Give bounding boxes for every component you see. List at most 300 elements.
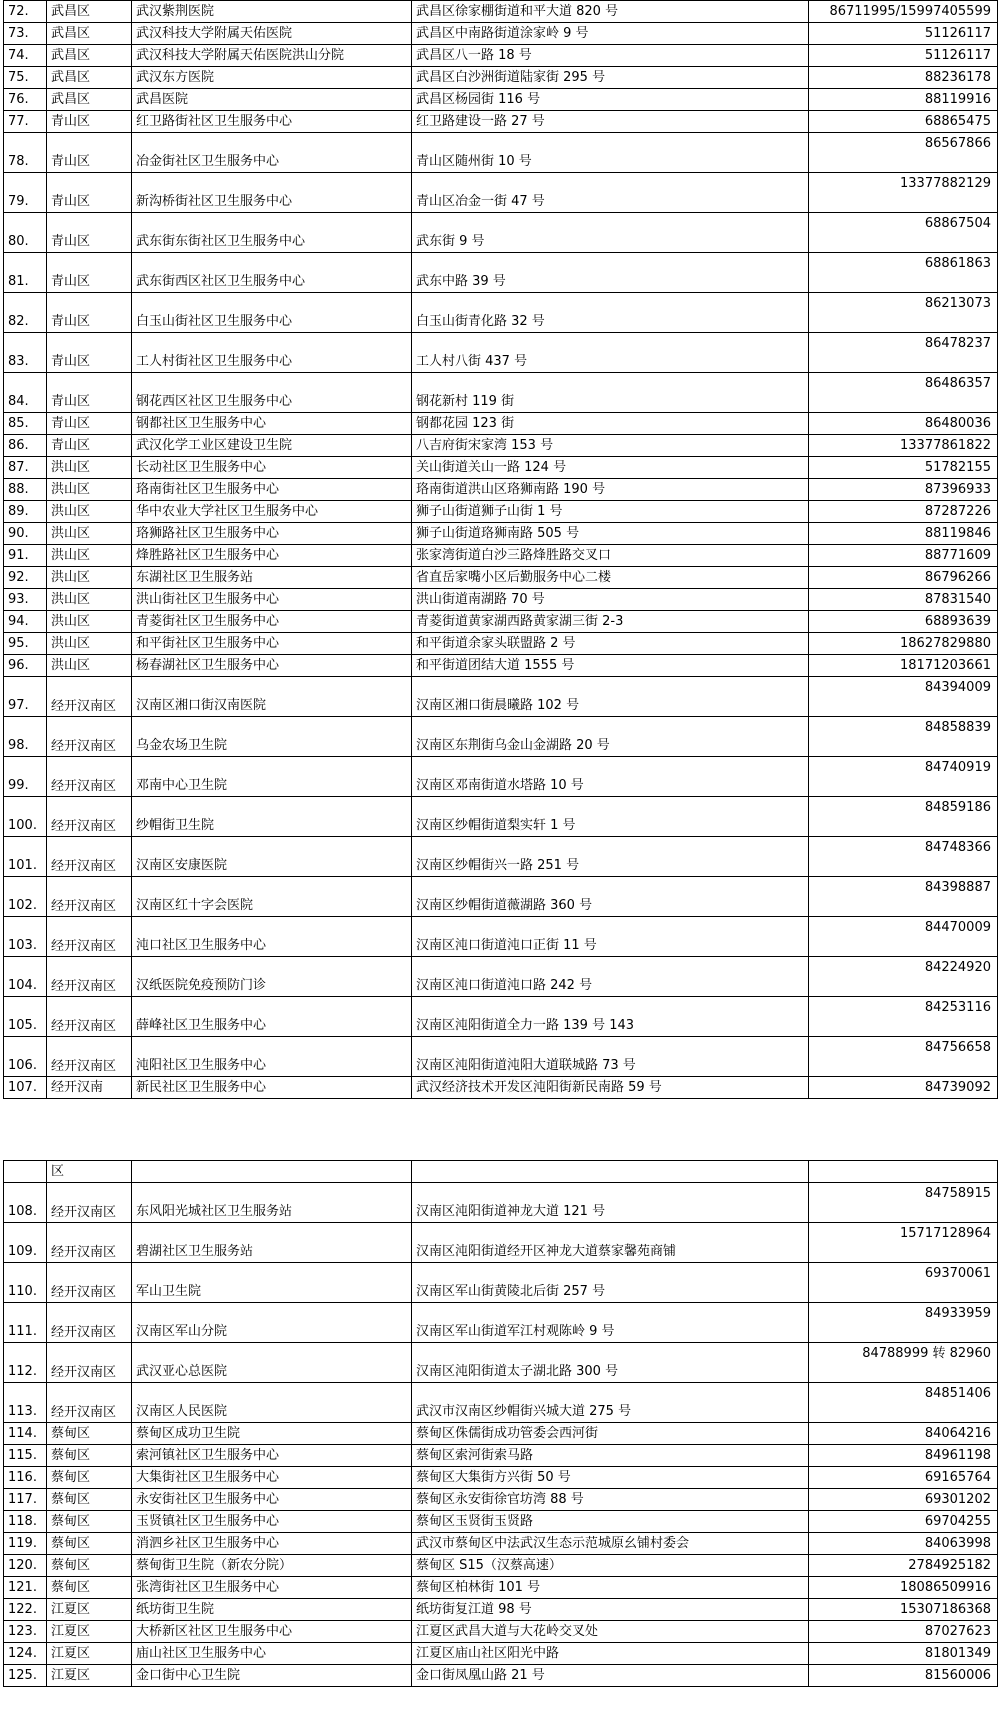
- district-cell: 区: [47, 1161, 132, 1183]
- address-cell: 汉南区军山街道军江村观陈岭 9 号: [412, 1303, 809, 1343]
- row-number: 81.: [4, 253, 47, 293]
- district-cell: [47, 757, 132, 797]
- row-number: 73.: [4, 23, 47, 45]
- row-number: 123.: [4, 1621, 47, 1643]
- phone-cell: 84748366: [809, 837, 998, 877]
- district-cell: 青山区: [47, 333, 132, 373]
- hospital-name-cell: 青菱街社区卫生服务中心: [132, 611, 412, 633]
- district-cell: 青山区: [47, 213, 132, 253]
- hospital-name-cell: 薛峰社区卫生服务中心: [132, 997, 412, 1037]
- address-cell: 武东中路 39 号: [412, 253, 809, 293]
- table-row: [4, 333, 998, 373]
- phone-cell: 68865475: [809, 111, 998, 133]
- address-cell: 狮子山街道珞狮南路 505 号: [412, 523, 809, 545]
- district-cell: 蔡甸区: [47, 1423, 132, 1445]
- row-number: 99.: [4, 757, 47, 797]
- row-number: 111.: [4, 1303, 47, 1343]
- row-number: 109.: [4, 1223, 47, 1263]
- address-cell: 武昌区徐家棚街道和平大道 820 号: [412, 1, 809, 23]
- row-number: 116.: [4, 1467, 47, 1489]
- district-cell: 青山区: [47, 413, 132, 435]
- table-row: [4, 501, 998, 523]
- district-cell: 江夏区: [47, 1643, 132, 1665]
- district-text: 经开汉南区: [51, 1405, 117, 1420]
- row-number: 124.: [4, 1643, 47, 1665]
- hospital-name-cell: 新沟桥街社区卫生服务中心: [132, 173, 412, 213]
- district-cell: 洪山区: [47, 589, 132, 611]
- table-row: [4, 373, 998, 413]
- phone-cell: 69301202: [809, 1489, 998, 1511]
- row-number: 93.: [4, 589, 47, 611]
- table-row: [4, 877, 998, 917]
- phone-cell: 87831540: [809, 589, 998, 611]
- district-cell: [47, 677, 132, 717]
- phone-cell: 88236178: [809, 67, 998, 89]
- phone-cell: 84756658: [809, 1037, 998, 1077]
- phone-cell: 15717128964: [809, 1223, 998, 1263]
- district-cell: 蔡甸区: [47, 1577, 132, 1599]
- row-number: 103.: [4, 917, 47, 957]
- table-row: [4, 1423, 998, 1445]
- address-cell: 青山区随州街 10 号: [412, 133, 809, 173]
- hospital-name-cell: 工人村街社区卫生服务中心: [132, 333, 412, 373]
- phone-cell: 86567866: [809, 133, 998, 173]
- hospital-name-cell: 消泗乡社区卫生服务中心: [132, 1533, 412, 1555]
- row-number: 75.: [4, 67, 47, 89]
- phone-cell: 86478237: [809, 333, 998, 373]
- address-cell: 江夏区庙山社区阳光中路: [412, 1643, 809, 1665]
- hospital-name-cell: 武东街东街社区卫生服务中心: [132, 213, 412, 253]
- district-text: 经开汉南区: [51, 1285, 117, 1300]
- hospital-name-cell: 珞南街社区卫生服务中心: [132, 479, 412, 501]
- hospital-name-cell: 武汉科技大学附属天佑医院洪山分院: [132, 45, 412, 67]
- hospital-name-cell: 汉南区安康医院: [132, 837, 412, 877]
- hospital-name-cell: 邓南中心卫生院: [132, 757, 412, 797]
- row-number: 114.: [4, 1423, 47, 1445]
- district-cell: 青山区: [47, 373, 132, 413]
- table-row: [4, 567, 998, 589]
- phone-cell: 84398887: [809, 877, 998, 917]
- table-row: [4, 655, 998, 677]
- table-row: [4, 89, 998, 111]
- phone-cell: 81801349: [809, 1643, 998, 1665]
- row-number: 113.: [4, 1383, 47, 1423]
- phone-cell: 84851406: [809, 1383, 998, 1423]
- phone-cell: 68867504: [809, 213, 998, 253]
- address-cell: 汉南区沌阳街道太子湖北路 300 号: [412, 1343, 809, 1383]
- hospital-name-cell: 汉南区军山分院: [132, 1303, 412, 1343]
- hospital-table-top: [3, 0, 998, 1099]
- phone-cell: 13377861822: [809, 435, 998, 457]
- address-cell: 武汉市汉南区纱帽街兴城大道 275 号: [412, 1383, 809, 1423]
- district-text: 经开汉南区: [51, 1325, 117, 1340]
- district-cell: 青山区: [47, 133, 132, 173]
- district-cell: [47, 1263, 132, 1303]
- address-cell: 武昌区八一路 18 号: [412, 45, 809, 67]
- phone-cell: 84859186: [809, 797, 998, 837]
- address-cell: 蔡甸区 S15（汉蔡高速）: [412, 1555, 809, 1577]
- address-cell: 和平街道余家头联盟路 2 号: [412, 633, 809, 655]
- hospital-name-cell: 钢都社区卫生服务中心: [132, 413, 412, 435]
- hospital-name-cell: 纱帽街卫生院: [132, 797, 412, 837]
- district-cell: 青山区: [47, 253, 132, 293]
- row-number: 83.: [4, 333, 47, 373]
- row-number: 91.: [4, 545, 47, 567]
- phone-cell: 84961198: [809, 1445, 998, 1467]
- district-text: 经开汉南区: [51, 1059, 117, 1074]
- row-number: 106.: [4, 1037, 47, 1077]
- address-cell: 武昌区白沙洲街道陆家街 295 号: [412, 67, 809, 89]
- row-number: 118.: [4, 1511, 47, 1533]
- table-row: [4, 133, 998, 173]
- hospital-name-cell: 东湖社区卫生服务站: [132, 567, 412, 589]
- table-row: [4, 479, 998, 501]
- district-cell: 蔡甸区: [47, 1533, 132, 1555]
- phone-cell: 84758915: [809, 1183, 998, 1223]
- row-number: 90.: [4, 523, 47, 545]
- row-number: 110.: [4, 1263, 47, 1303]
- row-number: 80.: [4, 213, 47, 253]
- table-row: [4, 633, 998, 655]
- hospital-name-cell: 武汉紫荆医院: [132, 1, 412, 23]
- district-cell: 青山区: [47, 293, 132, 333]
- row-number: 92.: [4, 567, 47, 589]
- address-cell: 珞南街道洪山区珞狮南路 190 号: [412, 479, 809, 501]
- district-cell: 江夏区: [47, 1621, 132, 1643]
- hospital-name-cell: 张湾街社区卫生服务中心: [132, 1577, 412, 1599]
- address-cell: 工人村八街 437 号: [412, 333, 809, 373]
- phone-cell: 84470009: [809, 917, 998, 957]
- district-cell: 洪山区: [47, 479, 132, 501]
- phone-cell: 86486357: [809, 373, 998, 413]
- address-cell: 武东街 9 号: [412, 213, 809, 253]
- row-number: 115.: [4, 1445, 47, 1467]
- hospital-name-cell: 庙山社区卫生服务中心: [132, 1643, 412, 1665]
- address-cell: 汉南区沌阳街道经开区神龙大道蔡家馨苑商铺: [412, 1223, 809, 1263]
- address-cell: 汉南区邓南街道水塔路 10 号: [412, 757, 809, 797]
- address-cell: 汉南区沌口街道沌口路 242 号: [412, 957, 809, 997]
- table-row: [4, 1183, 998, 1223]
- table-row: [4, 589, 998, 611]
- address-cell: 白玉山街青化路 32 号: [412, 293, 809, 333]
- row-number: 95.: [4, 633, 47, 655]
- address-cell: 张家湾街道白沙三路烽胜路交叉口: [412, 545, 809, 567]
- row-number: 78.: [4, 133, 47, 173]
- address-cell: 蔡甸区索河街索马路: [412, 1445, 809, 1467]
- row-number: 122.: [4, 1599, 47, 1621]
- row-number: 88.: [4, 479, 47, 501]
- table-row: [4, 213, 998, 253]
- table-row: [4, 1555, 998, 1577]
- hospital-name-cell: 烽胜路社区卫生服务中心: [132, 545, 412, 567]
- address-cell: 钢花新村 119 街: [412, 373, 809, 413]
- table-row: [4, 677, 998, 717]
- address-cell: 汉南区纱帽街道薇湖路 360 号: [412, 877, 809, 917]
- district-cell: 江夏区: [47, 1599, 132, 1621]
- district-text: 经开汉南区: [51, 819, 117, 834]
- phone-cell: 84064216: [809, 1423, 998, 1445]
- district-cell: [47, 1183, 132, 1223]
- hospital-name-cell: 冶金街社区卫生服务中心: [132, 133, 412, 173]
- hospital-name-cell: 大集街社区卫生服务中心: [132, 1467, 412, 1489]
- phone-cell: 69370061: [809, 1263, 998, 1303]
- row-number: 105.: [4, 997, 47, 1037]
- hospital-name-cell: 永安街社区卫生服务中心: [132, 1489, 412, 1511]
- phone-cell: 51126117: [809, 23, 998, 45]
- hospital-name-cell: 珞狮路社区卫生服务中心: [132, 523, 412, 545]
- hospital-name-cell: [132, 1161, 412, 1183]
- district-cell: 武昌区: [47, 45, 132, 67]
- address-cell: 蔡甸区大集街方兴街 50 号: [412, 1467, 809, 1489]
- phone-cell: 81560006: [809, 1665, 998, 1687]
- district-cell: 洪山区: [47, 501, 132, 523]
- phone-cell: 84063998: [809, 1533, 998, 1555]
- district-cell: 蔡甸区: [47, 1445, 132, 1467]
- district-cell: 洪山区: [47, 655, 132, 677]
- hospital-name-cell: 大桥新区社区卫生服务中心: [132, 1621, 412, 1643]
- table-row: [4, 111, 998, 133]
- district-text: 经开汉南区: [51, 899, 117, 914]
- table-row: [4, 1343, 998, 1383]
- district-text: 经开汉南区: [51, 1205, 117, 1220]
- district-cell: 洪山区: [47, 523, 132, 545]
- address-cell: 省直岳家嘴小区后勤服务中心二楼: [412, 567, 809, 589]
- address-cell: 蔡甸区侏儒街成功管委会西河街: [412, 1423, 809, 1445]
- hospital-name-cell: 沌口社区卫生服务中心: [132, 917, 412, 957]
- table-row: [4, 1511, 998, 1533]
- row-number: 94.: [4, 611, 47, 633]
- row-number: 79.: [4, 173, 47, 213]
- address-cell: 武昌区杨园街 116 号: [412, 89, 809, 111]
- district-cell: [47, 1343, 132, 1383]
- address-cell: 金口街凤凰山路 21 号: [412, 1665, 809, 1687]
- table-row: [4, 23, 998, 45]
- address-cell: 汉南区沌口街道沌口正街 11 号: [412, 917, 809, 957]
- table-row: [4, 1467, 998, 1489]
- row-number: 98.: [4, 717, 47, 757]
- district-cell: [47, 917, 132, 957]
- hospital-name-cell: 汉纸医院免疫预防门诊: [132, 957, 412, 997]
- hospital-name-cell: 华中农业大学社区卫生服务中心: [132, 501, 412, 523]
- hospital-name-cell: 乌金农场卫生院: [132, 717, 412, 757]
- hospital-name-cell: 武昌医院: [132, 89, 412, 111]
- row-number: 112.: [4, 1343, 47, 1383]
- phone-cell: 84253116: [809, 997, 998, 1037]
- row-number: 101.: [4, 837, 47, 877]
- district-cell: 洪山区: [47, 633, 132, 655]
- hospital-name-cell: 汉南区湘口街汉南医院: [132, 677, 412, 717]
- table-row: [4, 45, 998, 67]
- table-row: [4, 1621, 998, 1643]
- address-cell: 八吉府街宋家湾 153 号: [412, 435, 809, 457]
- address-cell: 纸坊街复江道 98 号: [412, 1599, 809, 1621]
- hospital-name-cell: 杨春湖社区卫生服务中心: [132, 655, 412, 677]
- district-text: 经开汉南区: [51, 1245, 117, 1260]
- address-cell: 汉南区纱帽街兴一路 251 号: [412, 837, 809, 877]
- row-number: 97.: [4, 677, 47, 717]
- district-cell: 江夏区: [47, 1665, 132, 1687]
- page-break-gap: [0, 1152, 1000, 1160]
- table-row: [4, 1077, 998, 1099]
- phone-cell: 18086509916: [809, 1577, 998, 1599]
- address-cell: 武汉经济技术开发区沌阳街新民南路 59 号: [412, 1077, 809, 1099]
- phone-cell: 88119916: [809, 89, 998, 111]
- address-cell: 青菱街道黄家湖西路黄家湖三街 2-3: [412, 611, 809, 633]
- phone-cell: 69704255: [809, 1511, 998, 1533]
- district-cell: 蔡甸区: [47, 1511, 132, 1533]
- row-number: 102.: [4, 877, 47, 917]
- hospital-name-cell: 纸坊街卫生院: [132, 1599, 412, 1621]
- table-row: [4, 1489, 998, 1511]
- table-row: [4, 1599, 998, 1621]
- district-cell: 经开汉南: [47, 1077, 132, 1099]
- table-row: [4, 717, 998, 757]
- district-cell: 洪山区: [47, 545, 132, 567]
- hospital-name-cell: 金口街中心卫生院: [132, 1665, 412, 1687]
- hospital-name-cell: 长动社区卫生服务中心: [132, 457, 412, 479]
- row-number: 104.: [4, 957, 47, 997]
- address-cell: 青山区冶金一街 47 号: [412, 173, 809, 213]
- district-text: 经开汉南区: [51, 1365, 117, 1380]
- district-cell: 洪山区: [47, 457, 132, 479]
- hospital-name-cell: 汉南区人民医院: [132, 1383, 412, 1423]
- phone-cell: 87027623: [809, 1621, 998, 1643]
- hospital-name-cell: 和平街社区卫生服务中心: [132, 633, 412, 655]
- phone-cell: 88119846: [809, 523, 998, 545]
- address-cell: 关山街道关山一路 124 号: [412, 457, 809, 479]
- district-cell: [47, 717, 132, 757]
- hospital-name-cell: 武汉化学工业区建设卫生院: [132, 435, 412, 457]
- phone-cell: 84224920: [809, 957, 998, 997]
- district-cell: 武昌区: [47, 23, 132, 45]
- hospital-name-cell: 索河镇社区卫生服务中心: [132, 1445, 412, 1467]
- phone-cell: 86480036: [809, 413, 998, 435]
- hospital-name-cell: 东风阳光城社区卫生服务站: [132, 1183, 412, 1223]
- district-cell: [47, 957, 132, 997]
- district-cell: 青山区: [47, 435, 132, 457]
- phone-cell: 18171203661: [809, 655, 998, 677]
- hospital-name-cell: 武汉科技大学附属天佑医院: [132, 23, 412, 45]
- district-cell: 青山区: [47, 173, 132, 213]
- row-number: 76.: [4, 89, 47, 111]
- row-number: 82.: [4, 293, 47, 333]
- hospital-name-cell: 玉贤镇社区卫生服务中心: [132, 1511, 412, 1533]
- address-cell: 洪山街道南湖路 70 号: [412, 589, 809, 611]
- table-row: [4, 611, 998, 633]
- row-number: 87.: [4, 457, 47, 479]
- phone-cell: 68861863: [809, 253, 998, 293]
- table-row: [4, 1037, 998, 1077]
- district-text: 经开汉南区: [51, 779, 117, 794]
- phone-cell: 87287226: [809, 501, 998, 523]
- hospital-name-cell: 汉南区红十字会医院: [132, 877, 412, 917]
- address-cell: 汉南区东荆街乌金山金湖路 20 号: [412, 717, 809, 757]
- district-cell: [47, 837, 132, 877]
- hospital-name-cell: 碧湖社区卫生服务站: [132, 1223, 412, 1263]
- phone-cell: 88771609: [809, 545, 998, 567]
- table-row: [4, 523, 998, 545]
- table-row: [4, 545, 998, 567]
- address-cell: 钢都花园 123 街: [412, 413, 809, 435]
- district-text: 经开汉南区: [51, 739, 117, 754]
- row-number: 74.: [4, 45, 47, 67]
- phone-cell: 51782155: [809, 457, 998, 479]
- row-number: 117.: [4, 1489, 47, 1511]
- table-row: [4, 1533, 998, 1555]
- row-number: 107.: [4, 1077, 47, 1099]
- phone-cell: 86213073: [809, 293, 998, 333]
- address-cell: [412, 1161, 809, 1183]
- row-number: 86.: [4, 435, 47, 457]
- hospital-name-cell: 武东街西区社区卫生服务中心: [132, 253, 412, 293]
- address-cell: 汉南区纱帽街道梨实轩 1 号: [412, 797, 809, 837]
- row-number: 121.: [4, 1577, 47, 1599]
- phone-cell: 84933959: [809, 1303, 998, 1343]
- district-cell: 青山区: [47, 111, 132, 133]
- district-cell: [47, 1223, 132, 1263]
- district-text: 经开汉南区: [51, 939, 117, 954]
- phone-cell: 2784925182: [809, 1555, 998, 1577]
- hospital-name-cell: 蔡甸区成功卫生院: [132, 1423, 412, 1445]
- phone-cell: 68893639: [809, 611, 998, 633]
- row-number: 125.: [4, 1665, 47, 1687]
- district-cell: 洪山区: [47, 567, 132, 589]
- table-row: [4, 173, 998, 213]
- address-cell: 江夏区武昌大道与大花岭交叉处: [412, 1621, 809, 1643]
- row-number: 119.: [4, 1533, 47, 1555]
- address-cell: 和平街道团结大道 1555 号: [412, 655, 809, 677]
- district-cell: [47, 1037, 132, 1077]
- phone-cell: 51126117: [809, 45, 998, 67]
- district-cell: 蔡甸区: [47, 1489, 132, 1511]
- phone-cell: 84858839: [809, 717, 998, 757]
- phone-cell: 18627829880: [809, 633, 998, 655]
- phone-cell: [809, 1161, 998, 1183]
- address-cell: 狮子山街道狮子山街 1 号: [412, 501, 809, 523]
- table-row: [4, 1263, 998, 1303]
- address-cell: 蔡甸区玉贤街玉贤路: [412, 1511, 809, 1533]
- table-row: [4, 413, 998, 435]
- table-row: [4, 997, 998, 1037]
- table-row: [4, 293, 998, 333]
- hospital-name-cell: 新民社区卫生服务中心: [132, 1077, 412, 1099]
- district-text: 经开汉南区: [51, 699, 117, 714]
- district-cell: 蔡甸区: [47, 1555, 132, 1577]
- address-cell: 汉南区沌阳街道全力一路 139 号 143: [412, 997, 809, 1037]
- hospital-name-cell: 洪山街社区卫生服务中心: [132, 589, 412, 611]
- row-number: [4, 1161, 47, 1183]
- district-cell: [47, 877, 132, 917]
- hospital-name-cell: 武汉东方医院: [132, 67, 412, 89]
- district-text: 经开汉南区: [51, 1019, 117, 1034]
- address-cell: 蔡甸区柏林街 101 号: [412, 1577, 809, 1599]
- phone-cell: 13377882129: [809, 173, 998, 213]
- address-cell: 汉南区军山街黄陵北后街 257 号: [412, 1263, 809, 1303]
- table-row: [4, 957, 998, 997]
- table-row: [4, 1303, 998, 1343]
- row-number: 108.: [4, 1183, 47, 1223]
- table-row: [4, 457, 998, 479]
- district-text: 经开汉南区: [51, 859, 117, 874]
- district-cell: 洪山区: [47, 611, 132, 633]
- table-row: [4, 67, 998, 89]
- address-cell: 蔡甸区永安街徐官坊湾 88 号: [412, 1489, 809, 1511]
- district-cell: 武昌区: [47, 67, 132, 89]
- table-row: [4, 1445, 998, 1467]
- district-cell: [47, 1383, 132, 1423]
- hospital-name-cell: 武汉亚心总医院: [132, 1343, 412, 1383]
- hospital-name-cell: 沌阳社区卫生服务中心: [132, 1037, 412, 1077]
